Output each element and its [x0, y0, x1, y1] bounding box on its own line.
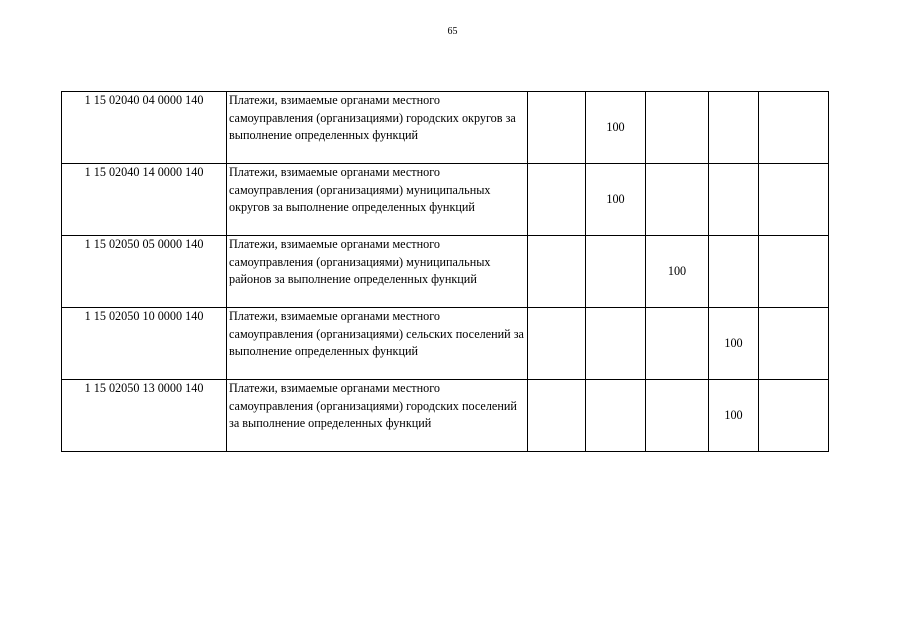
value-cell-4: 100: [709, 308, 759, 380]
table-row: [62, 164, 829, 236]
value-cell-1: [528, 380, 586, 452]
value-cell-3: [646, 164, 709, 236]
value-cell-2: [586, 236, 646, 308]
description-cell: Платежи, взимаемые органами местного самоуправления (организациями) городских округов за выполнение определенных функций: [227, 92, 528, 164]
budget-revenue-table: [61, 91, 829, 452]
value-cell-4: 100: [709, 380, 759, 452]
description-cell: Платежи, взимаемые органами местного самоуправления (организациями) муниципальных районов за выполнение определенных функций: [227, 236, 528, 308]
value-cell-3: 100: [646, 236, 709, 308]
classification-code-cell: 1 15 02050 13 0000 140: [62, 380, 227, 452]
value-cell-1: [528, 236, 586, 308]
table-row: [62, 380, 829, 452]
value-cell-5: [759, 92, 829, 164]
value-cell-1: [528, 308, 586, 380]
value-cell-1: [528, 92, 586, 164]
value-cell-2: 100: [586, 92, 646, 164]
value-cell-4: [709, 164, 759, 236]
value-cell-4: [709, 92, 759, 164]
table-row: [62, 92, 829, 164]
description-cell: Платежи, взимаемые органами местного самоуправления (организациями) сельских поселений за выполнение определенных функций: [227, 308, 528, 380]
value-cell-3: [646, 380, 709, 452]
classification-code-cell: 1 15 02040 14 0000 140: [62, 164, 227, 236]
value-cell-2: [586, 308, 646, 380]
value-cell-3: [646, 92, 709, 164]
value-cell-5: [759, 236, 829, 308]
value-cell-3: [646, 308, 709, 380]
table-row: [62, 308, 829, 380]
value-cell-5: [759, 308, 829, 380]
value-cell-5: [759, 164, 829, 236]
classification-code-cell: 1 15 02050 05 0000 140: [62, 236, 227, 308]
value-cell-1: [528, 164, 586, 236]
description-cell: Платежи, взимаемые органами местного самоуправления (организациями) муниципальных округов за выполнение определенных функций: [227, 164, 528, 236]
description-cell: Платежи, взимаемые органами местного самоуправления (организациями) городских поселений за выполнение определенных функций: [227, 380, 528, 452]
page-number: 65: [447, 26, 458, 37]
value-cell-4: [709, 236, 759, 308]
table-row: [62, 236, 829, 308]
value-cell-2: 100: [586, 164, 646, 236]
classification-code-cell: 1 15 02050 10 0000 140: [62, 308, 227, 380]
value-cell-5: [759, 380, 829, 452]
value-cell-2: [586, 380, 646, 452]
classification-code-cell: 1 15 02040 04 0000 140: [62, 92, 227, 164]
